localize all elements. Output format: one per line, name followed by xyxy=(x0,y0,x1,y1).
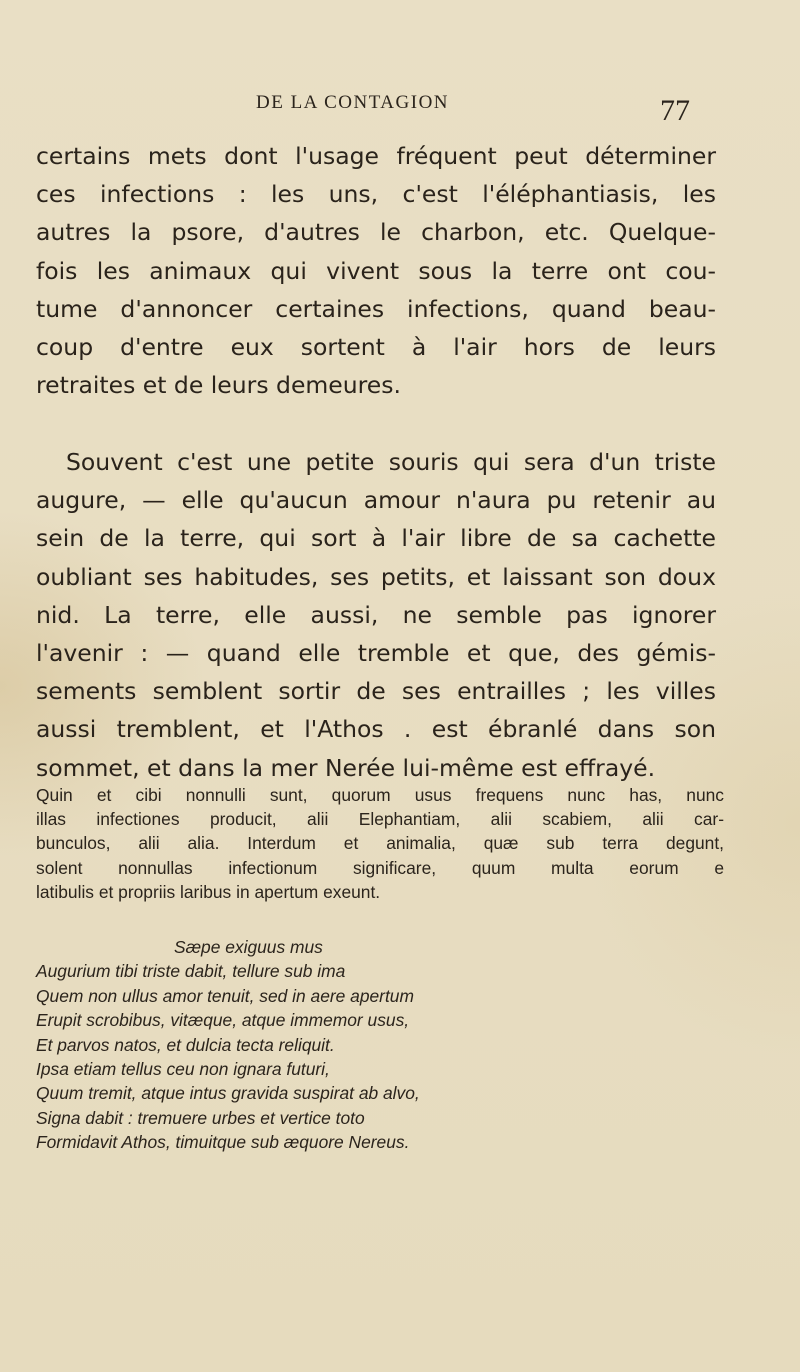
page-number: 77 xyxy=(660,94,690,127)
text-line: bunculos, alii alia. Interdum et animalia, quæ sub terra degunt, xyxy=(36,833,724,854)
text-line: nid. La terre, elle aussi, ne semble pas ignorer xyxy=(36,600,716,629)
french-paragraph-2 xyxy=(36,443,716,787)
text-line: Quin et cibi nonnulli sunt, quorum usus frequens nunc has, nunc xyxy=(36,785,724,805)
running-head: DE LA CONTAGION xyxy=(256,92,450,113)
text-line: ces infections : les uns, c'est l'éléphantiasis, les xyxy=(36,180,716,209)
text-line: sements semblent sortir de ses entrailles ; les villes xyxy=(36,677,716,706)
french-paragraph-1 xyxy=(36,137,716,404)
text-line: solent nonnullas infectionum significare, quum multa eorum e xyxy=(36,857,724,878)
verse-line: Et parvos natos, et dulcia tecta reliquit. xyxy=(36,1034,335,1055)
text-line: tume d'annoncer certaines infections, quand beau- xyxy=(36,294,716,323)
latin-prose-footnote xyxy=(36,783,724,904)
text-line: certains mets dont l'usage fréquent peut déterminer xyxy=(36,142,716,170)
verse-line: Erupit scrobibus, vitæque, atque immemor usus, xyxy=(36,1010,410,1031)
verse-line: Formidavit Athos, timuitque sub æquore Nereus. xyxy=(36,1132,410,1153)
verse-line: Augurium tibi triste dabit, tellure sub ima xyxy=(36,961,346,982)
text-line: l'avenir : — quand elle tremble et que, des gémis- xyxy=(36,639,716,668)
verse-line: Quum tremit, atque intus gravida suspirat ab alvo, xyxy=(36,1083,420,1104)
text-line: aussi tremblent, et l'Athos . est ébranlé dans son xyxy=(36,715,716,744)
verse-line: Quem non ullus amor tenuit, sed in aere apertum xyxy=(36,985,414,1006)
text-line: fois les animaux qui vivent sous la terre ont cou- xyxy=(36,256,716,285)
verse-line: Ipsa etiam tellus ceu non ignara futuri, xyxy=(36,1059,330,1080)
verse-line: Signa dabit : tremuere urbes et vertice toto xyxy=(36,1107,365,1128)
text-line: autres la psore, d'autres le charbon, etc. Quelque- xyxy=(36,218,716,247)
text-line: Souvent c'est une petite souris qui sera d'un triste xyxy=(66,448,716,476)
latin-verse xyxy=(36,935,726,1155)
text-line: retraites et de leurs demeures. xyxy=(36,371,401,400)
verse-line: Sæpe exiguus mus xyxy=(174,937,323,957)
text-line: augure, — elle qu'aucun amour n'aura pu retenir au xyxy=(36,486,716,515)
text-line: sein de la terre, qui sort à l'air libre de sa cachette xyxy=(36,524,716,553)
text-line: latibulis et propriis laribus in apertum exeunt. xyxy=(36,881,381,902)
text-line: oubliant ses habitudes, ses petits, et laissant son doux xyxy=(36,562,716,591)
text-line: sommet, et dans la mer Nerée lui-même est effrayé. xyxy=(36,753,656,782)
text-line: illas infectiones producit, alii Elephantiam, alii scabiem, alii car- xyxy=(36,809,724,830)
text-line: coup d'entre eux sortent à l'air hors de leurs xyxy=(36,333,716,362)
